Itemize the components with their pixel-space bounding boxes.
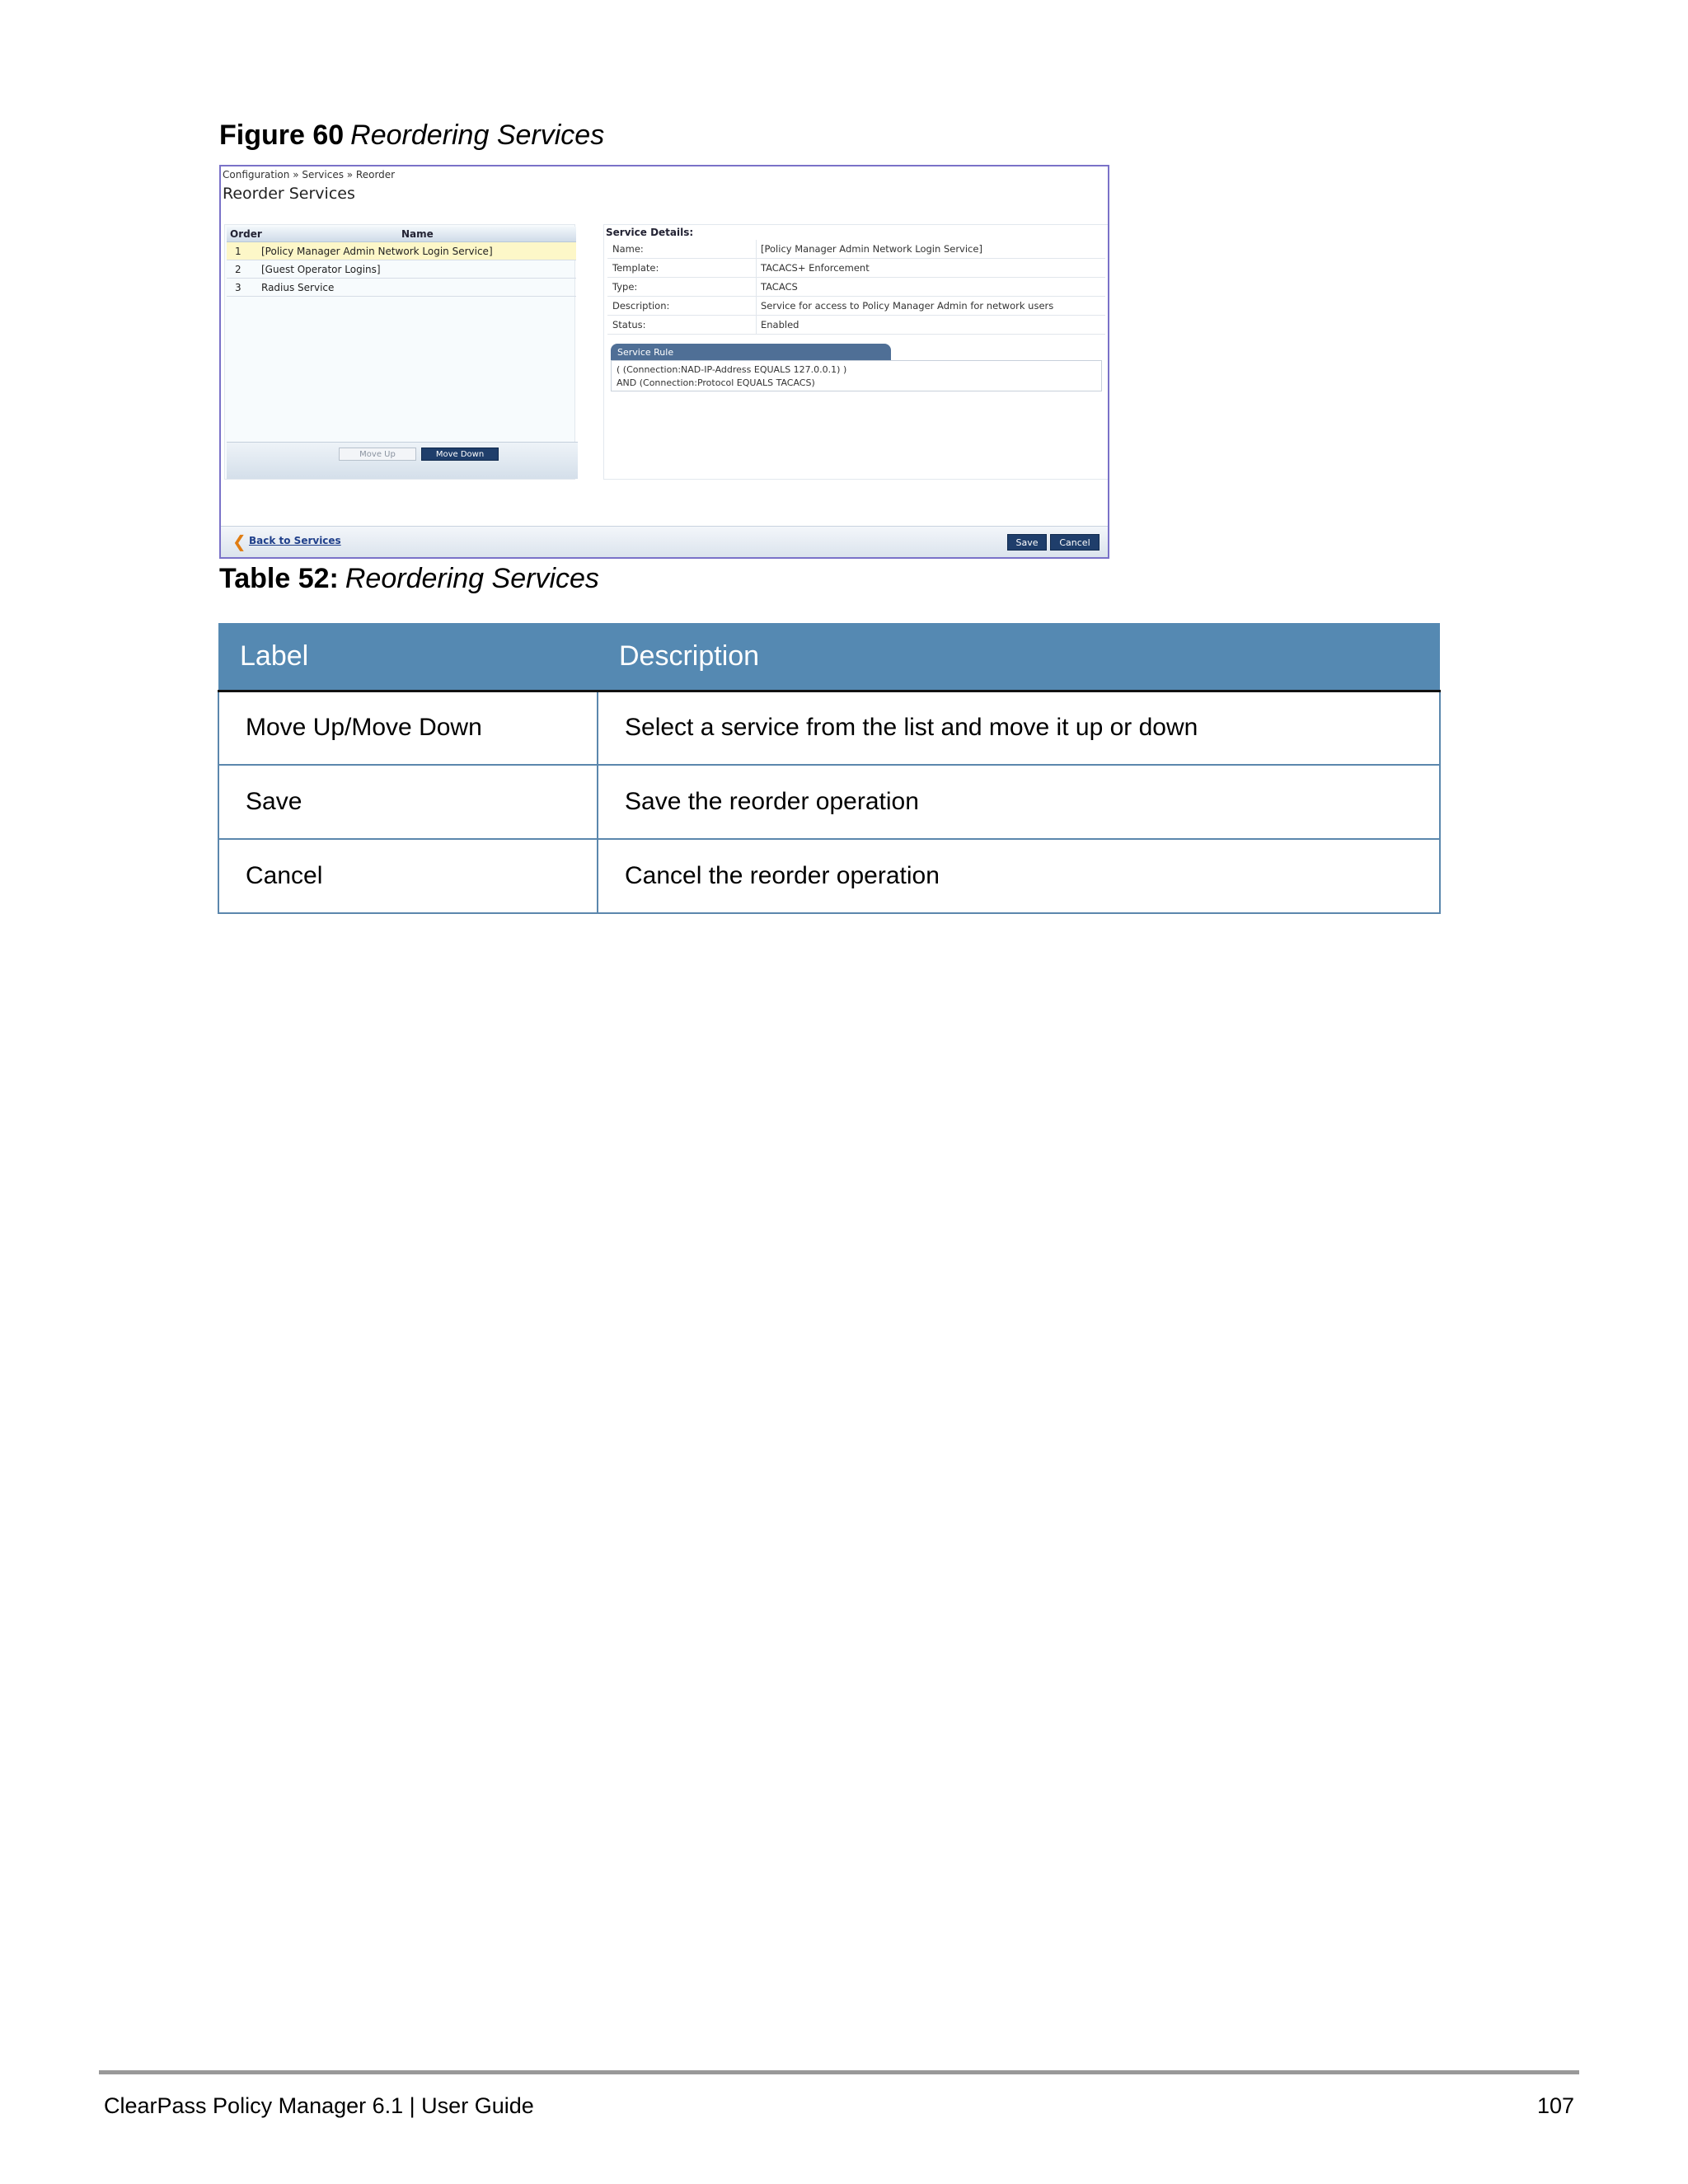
service-rule-tab[interactable]: Service Rule bbox=[611, 344, 891, 360]
service-name: [Policy Manager Admin Network Login Service] bbox=[261, 246, 493, 257]
figure-label: Figure 60 bbox=[219, 120, 345, 151]
detail-value: Service for access to Policy Manager Admin for network users bbox=[761, 300, 1054, 312]
service-order-number: 3 bbox=[235, 282, 241, 293]
service-name: [Guest Operator Logins] bbox=[261, 264, 381, 275]
detail-key: Status: bbox=[612, 319, 646, 330]
service-row[interactable] bbox=[227, 242, 576, 260]
service-details-panel bbox=[603, 224, 1109, 480]
detail-value: Enabled bbox=[761, 319, 799, 330]
label-column-header: Label bbox=[218, 623, 598, 691]
move-down-button[interactable]: Move Down bbox=[421, 448, 499, 461]
service-rule-line: ( (Connection:NAD-IP-Address EQUALS 127.0.0.1) ) bbox=[617, 364, 847, 375]
name-column-header: Name bbox=[401, 228, 434, 240]
table-row bbox=[218, 765, 1440, 839]
service-name: Radius Service bbox=[261, 282, 335, 293]
reordering-services-table bbox=[218, 623, 1441, 914]
service-row[interactable] bbox=[227, 260, 576, 279]
table-row bbox=[218, 839, 1440, 913]
table-row bbox=[218, 691, 1440, 765]
service-order-number: 2 bbox=[235, 264, 241, 275]
detail-key: Description: bbox=[612, 300, 670, 312]
back-to-services-link[interactable]: Back to Services bbox=[249, 535, 341, 546]
detail-row-name bbox=[607, 240, 1105, 259]
order-list-footer bbox=[227, 442, 578, 479]
table-caption bbox=[219, 563, 599, 595]
order-column-header: Order bbox=[230, 228, 262, 240]
figure-title: Reordering Services bbox=[350, 120, 605, 151]
row-description: Select a service from the list and move it up or down bbox=[598, 691, 1440, 765]
cancel-button[interactable]: Cancel bbox=[1050, 534, 1100, 551]
row-label: Save bbox=[218, 765, 598, 839]
order-list-header bbox=[227, 227, 576, 242]
row-description: Save the reorder operation bbox=[598, 765, 1440, 839]
service-rule-line: AND (Connection:Protocol EQUALS TACACS) bbox=[617, 377, 815, 388]
table-title: Reordering Services bbox=[345, 563, 599, 594]
detail-row-status bbox=[607, 316, 1105, 335]
service-row[interactable] bbox=[227, 279, 576, 297]
detail-key: Template: bbox=[612, 262, 659, 274]
row-label: Move Up/Move Down bbox=[218, 691, 598, 765]
description-column-header: Description bbox=[598, 623, 1440, 691]
page-number: 107 bbox=[1536, 2093, 1574, 2118]
service-rule-box bbox=[611, 360, 1102, 391]
detail-key: Type: bbox=[612, 281, 638, 293]
detail-value: TACACS+ Enforcement bbox=[761, 262, 870, 274]
detail-row-description bbox=[607, 297, 1105, 316]
footer-divider bbox=[99, 2070, 1579, 2074]
breadcrumb[interactable]: Configuration » Services » Reorder bbox=[223, 169, 396, 180]
detail-value: [Policy Manager Admin Network Login Service] bbox=[761, 243, 982, 255]
service-order-number: 1 bbox=[235, 246, 241, 257]
back-arrow-icon[interactable]: ❮ bbox=[232, 532, 246, 551]
footer-guide-title: ClearPass Policy Manager 6.1 | User Guide bbox=[104, 2093, 534, 2118]
detail-row-type bbox=[607, 278, 1105, 297]
row-label: Cancel bbox=[218, 839, 598, 913]
detail-value: TACACS bbox=[761, 281, 798, 293]
page-title: Reorder Services bbox=[223, 185, 355, 203]
detail-key: Name: bbox=[612, 243, 644, 255]
service-details-title: Service Details: bbox=[606, 227, 694, 238]
detail-row-template bbox=[607, 259, 1105, 278]
action-bar bbox=[221, 526, 1108, 559]
row-description: Cancel the reorder operation bbox=[598, 839, 1440, 913]
reorder-services-screenshot bbox=[219, 165, 1109, 559]
service-order-list bbox=[224, 224, 575, 480]
figure-caption bbox=[219, 120, 604, 152]
table-label: Table 52: bbox=[219, 563, 339, 594]
save-button[interactable]: Save bbox=[1007, 534, 1047, 551]
move-up-button[interactable]: Move Up bbox=[339, 448, 416, 461]
